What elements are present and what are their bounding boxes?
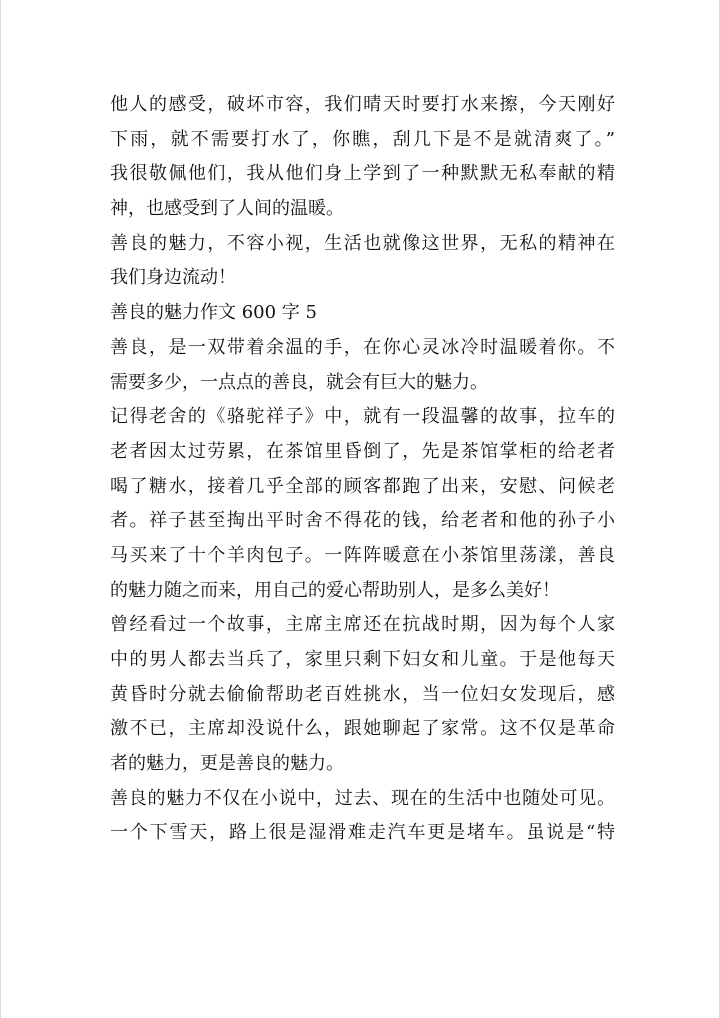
text-line: 的魅力随之而来，用自己的爱心帮助别人，是多么美好！ — [110, 579, 560, 601]
text-line: 激不已，主席却没说什么，跟她聊起了家常。这不仅是革命 — [110, 718, 615, 740]
text-line: 他人的感受，破坏市容，我们晴天时要打水来擦，今天刚好 — [110, 94, 615, 115]
text-line: 我们身边流动！ — [110, 267, 236, 289]
text-line: 黄昏时分就去偷偷帮助老百姓挑水，当一位妇女发现后，感 — [110, 683, 615, 705]
text-line: 我很敬佩他们，我从他们身上学到了一种默默无私奉献的精 — [110, 163, 615, 185]
text-line: 老者因太过劳累，在茶馆里昏倒了，先是茶馆掌柜的给老者 — [110, 440, 615, 462]
text-line: 下雨，就不需要打水了，你瞧，刮几下是不是就清爽了。” — [110, 128, 615, 150]
text-line: 者。祥子甚至掏出平时舍不得花的钱，给老者和他的孙子小 — [110, 510, 615, 532]
text-line: 神，也感受到了人间的温暖。 — [110, 198, 344, 220]
text-line: 需要多少，一点点的善良，就会有巨大的魅力。 — [110, 371, 488, 393]
text-line: 善良的魅力不仅在小说中，过去、现在的生活中也随处可见。 — [110, 787, 615, 809]
text-line: 善良的魅力，不容小视，生活也就像这世界，无私的精神在 — [110, 232, 615, 254]
text-line: 喝了糖水，接着几乎全部的顾客都跑了出来，安慰、问候老 — [110, 475, 615, 497]
text-line: 一个下雪天，路上很是湿滑难走汽车更是堵车。虽说是“特 — [110, 822, 615, 844]
text-line: 中的男人都去当兵了，家里只剩下妇女和儿童。于是他每天 — [110, 649, 615, 670]
text-line: 马买来了十个羊肉包子。一阵阵暖意在小茶馆里荡漾，善良 — [110, 544, 615, 566]
text-line: 者的魅力，更是善良的魅力。 — [110, 753, 344, 775]
text-line: 善良，是一双带着余温的手，在你心灵冰冷时温暖着你。不 — [110, 336, 615, 358]
text-line: 记得老舍的《骆驼祥子》中，就有一段温馨的故事，拉车的 — [110, 406, 615, 428]
body-text — [110, 88, 615, 851]
text-line: 曾经看过一个故事，主席主席还在抗战时期，因为每个人家 — [110, 614, 615, 636]
text-line: 善良的魅力作文 600 字 5 — [110, 302, 317, 324]
